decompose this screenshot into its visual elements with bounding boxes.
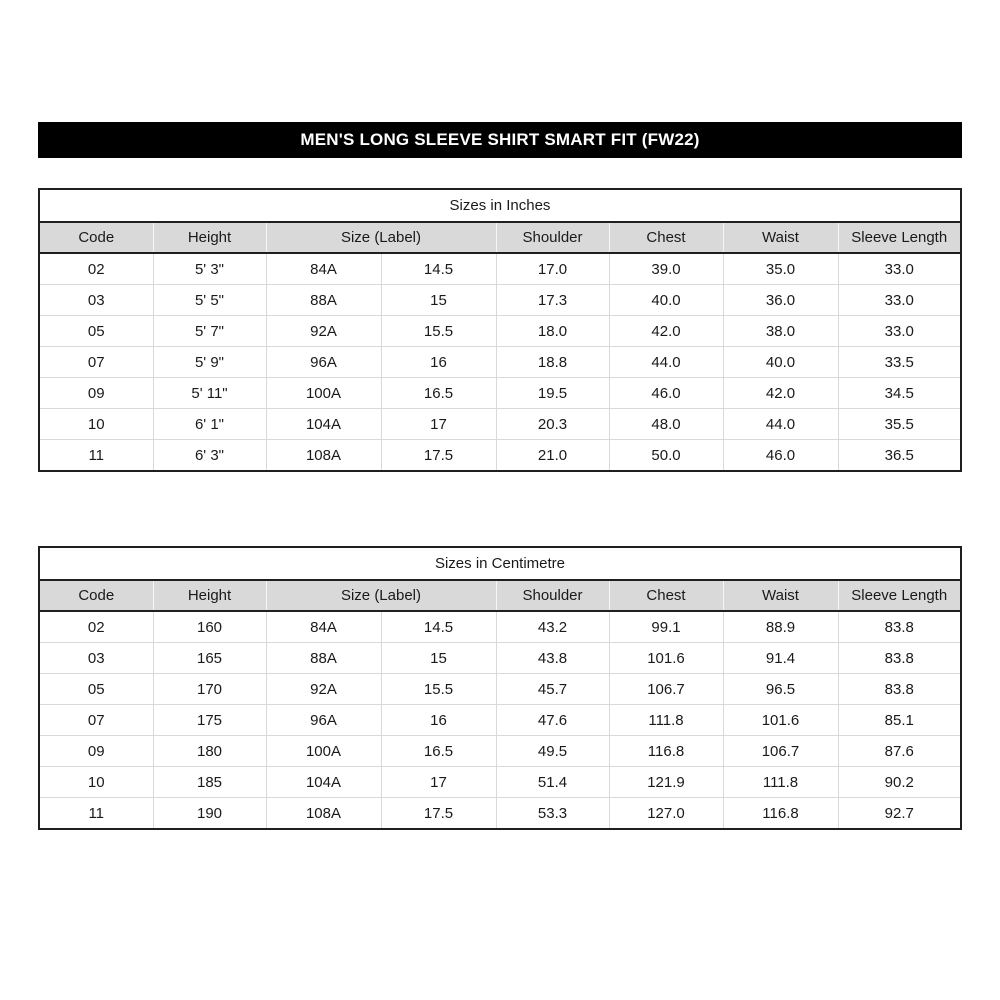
table-cell: 6' 1" <box>153 409 266 440</box>
table-cell: 15 <box>381 285 496 316</box>
chart-title-bar <box>38 122 962 158</box>
table-cell: 09 <box>39 736 153 767</box>
table-cell: 03 <box>39 285 153 316</box>
table-cell: 03 <box>39 643 153 674</box>
table-cell: 116.8 <box>609 736 723 767</box>
table-cell: 6' 3" <box>153 440 266 472</box>
table-body <box>39 611 961 829</box>
chart-title: MEN'S LONG SLEEVE SHIRT SMART FIT (FW22) <box>300 130 700 149</box>
table-cell: 51.4 <box>496 767 609 798</box>
table-cell: 34.5 <box>838 378 961 409</box>
table-cell: 49.5 <box>496 736 609 767</box>
table-cell: 36.0 <box>723 285 838 316</box>
table-header-row <box>39 222 961 253</box>
table-cell: 92.7 <box>838 798 961 830</box>
table-body <box>39 253 961 471</box>
table-cell: 99.1 <box>609 611 723 643</box>
table-cell: 5' 3" <box>153 253 266 285</box>
table-row <box>39 674 961 705</box>
table-cell: 10 <box>39 767 153 798</box>
table-cell: 39.0 <box>609 253 723 285</box>
table-cell: 02 <box>39 253 153 285</box>
table-cell: 83.8 <box>838 674 961 705</box>
table-cell: 91.4 <box>723 643 838 674</box>
table-header-row <box>39 580 961 611</box>
table-cell: 44.0 <box>723 409 838 440</box>
table-cell: 43.2 <box>496 611 609 643</box>
table-cell: 111.8 <box>609 705 723 736</box>
table-cell: 17.3 <box>496 285 609 316</box>
column-header: Chest <box>609 222 723 253</box>
table-cell: 33.5 <box>838 347 961 378</box>
table-row <box>39 253 961 285</box>
table-cell: 33.0 <box>838 285 961 316</box>
table-row <box>39 378 961 409</box>
table-cell: 17 <box>381 409 496 440</box>
table-cell: 5' 11" <box>153 378 266 409</box>
table-cell: 07 <box>39 705 153 736</box>
table-cell: 36.5 <box>838 440 961 472</box>
table-cell: 15.5 <box>381 674 496 705</box>
table-cell: 16.5 <box>381 378 496 409</box>
table-cell: 17.0 <box>496 253 609 285</box>
table-cell: 88.9 <box>723 611 838 643</box>
table-cell: 15 <box>381 643 496 674</box>
table-caption-row <box>39 547 961 580</box>
table-cell: 160 <box>153 611 266 643</box>
table-cell: 90.2 <box>838 767 961 798</box>
table-row <box>39 285 961 316</box>
sizes-in-inches-table <box>38 188 962 472</box>
table-cell: 85.1 <box>838 705 961 736</box>
table-cell: 88A <box>266 643 381 674</box>
table-cell: 33.0 <box>838 316 961 347</box>
table-cell: 111.8 <box>723 767 838 798</box>
table-cell: 15.5 <box>381 316 496 347</box>
column-header: Code <box>39 222 153 253</box>
table-cell: 16.5 <box>381 736 496 767</box>
table-cell: 84A <box>266 253 381 285</box>
table-cell: 50.0 <box>609 440 723 472</box>
table-cell: 46.0 <box>723 440 838 472</box>
table-cell: 101.6 <box>723 705 838 736</box>
table-cell: 43.8 <box>496 643 609 674</box>
table-cell: 21.0 <box>496 440 609 472</box>
column-header: Size (Label) <box>266 222 496 253</box>
table-cell: 10 <box>39 409 153 440</box>
table-row <box>39 705 961 736</box>
table-cell: 35.5 <box>838 409 961 440</box>
table-cell: 20.3 <box>496 409 609 440</box>
sizes-in-centimetre-table <box>38 546 962 830</box>
table-cell: 05 <box>39 674 153 705</box>
column-header: Code <box>39 580 153 611</box>
column-header: Chest <box>609 580 723 611</box>
table-cell: 17 <box>381 767 496 798</box>
table-cell: 16 <box>381 347 496 378</box>
table-cell: 16 <box>381 705 496 736</box>
table-cell: 92A <box>266 674 381 705</box>
table-cell: 5' 5" <box>153 285 266 316</box>
table-cell: 84A <box>266 611 381 643</box>
table-cell: 106.7 <box>609 674 723 705</box>
table-cell: 40.0 <box>723 347 838 378</box>
table-row <box>39 736 961 767</box>
table-cell: 127.0 <box>609 798 723 830</box>
table-row <box>39 409 961 440</box>
table-cell: 07 <box>39 347 153 378</box>
table-cell: 96A <box>266 347 381 378</box>
table-cell: 44.0 <box>609 347 723 378</box>
table-cell: 100A <box>266 378 381 409</box>
table-cell: 11 <box>39 440 153 472</box>
table-cell: 180 <box>153 736 266 767</box>
table-cell: 5' 9" <box>153 347 266 378</box>
table-cell: 96.5 <box>723 674 838 705</box>
table-cell: 14.5 <box>381 253 496 285</box>
table-cell: 18.0 <box>496 316 609 347</box>
table-cell: 83.8 <box>838 611 961 643</box>
table-row <box>39 798 961 830</box>
column-header: Waist <box>723 222 838 253</box>
table-row <box>39 611 961 643</box>
table-row <box>39 347 961 378</box>
table-cell: 47.6 <box>496 705 609 736</box>
table-cell: 42.0 <box>609 316 723 347</box>
table-cell: 46.0 <box>609 378 723 409</box>
table-row <box>39 316 961 347</box>
table-cell: 42.0 <box>723 378 838 409</box>
table-cell: 35.0 <box>723 253 838 285</box>
table-cell: 53.3 <box>496 798 609 830</box>
table-cell: 165 <box>153 643 266 674</box>
table-cell: 106.7 <box>723 736 838 767</box>
table-cell: 170 <box>153 674 266 705</box>
table-cell: 45.7 <box>496 674 609 705</box>
table-cell: 108A <box>266 440 381 472</box>
column-header: Waist <box>723 580 838 611</box>
table-cell: 17.5 <box>381 798 496 830</box>
table-caption-row <box>39 189 961 222</box>
table-cell: 121.9 <box>609 767 723 798</box>
table-cell: 87.6 <box>838 736 961 767</box>
table-cell: 5' 7" <box>153 316 266 347</box>
table-cell: 18.8 <box>496 347 609 378</box>
table-cell: 175 <box>153 705 266 736</box>
table-cell: 116.8 <box>723 798 838 830</box>
column-header: Height <box>153 580 266 611</box>
column-header: Sleeve Length <box>838 580 961 611</box>
table-cell: 190 <box>153 798 266 830</box>
table-cell: 17.5 <box>381 440 496 472</box>
table-cell: 14.5 <box>381 611 496 643</box>
column-header: Size (Label) <box>266 580 496 611</box>
column-header: Shoulder <box>496 222 609 253</box>
table-row <box>39 440 961 472</box>
table-cell: 11 <box>39 798 153 830</box>
table-cell: 83.8 <box>838 643 961 674</box>
table-caption: Sizes in Centimetre <box>39 547 961 580</box>
table-cell: 09 <box>39 378 153 409</box>
table-cell: 96A <box>266 705 381 736</box>
table-row <box>39 643 961 674</box>
table-cell: 101.6 <box>609 643 723 674</box>
column-header: Sleeve Length <box>838 222 961 253</box>
table-cell: 92A <box>266 316 381 347</box>
table-cell: 05 <box>39 316 153 347</box>
table-row <box>39 767 961 798</box>
table-cell: 48.0 <box>609 409 723 440</box>
table-cell: 104A <box>266 409 381 440</box>
table-caption: Sizes in Inches <box>39 189 961 222</box>
table-cell: 185 <box>153 767 266 798</box>
table-cell: 19.5 <box>496 378 609 409</box>
table-cell: 88A <box>266 285 381 316</box>
column-header: Height <box>153 222 266 253</box>
table-cell: 02 <box>39 611 153 643</box>
table-cell: 33.0 <box>838 253 961 285</box>
table-cell: 38.0 <box>723 316 838 347</box>
table-cell: 104A <box>266 767 381 798</box>
table-cell: 108A <box>266 798 381 830</box>
table-cell: 40.0 <box>609 285 723 316</box>
table-cell: 100A <box>266 736 381 767</box>
column-header: Shoulder <box>496 580 609 611</box>
